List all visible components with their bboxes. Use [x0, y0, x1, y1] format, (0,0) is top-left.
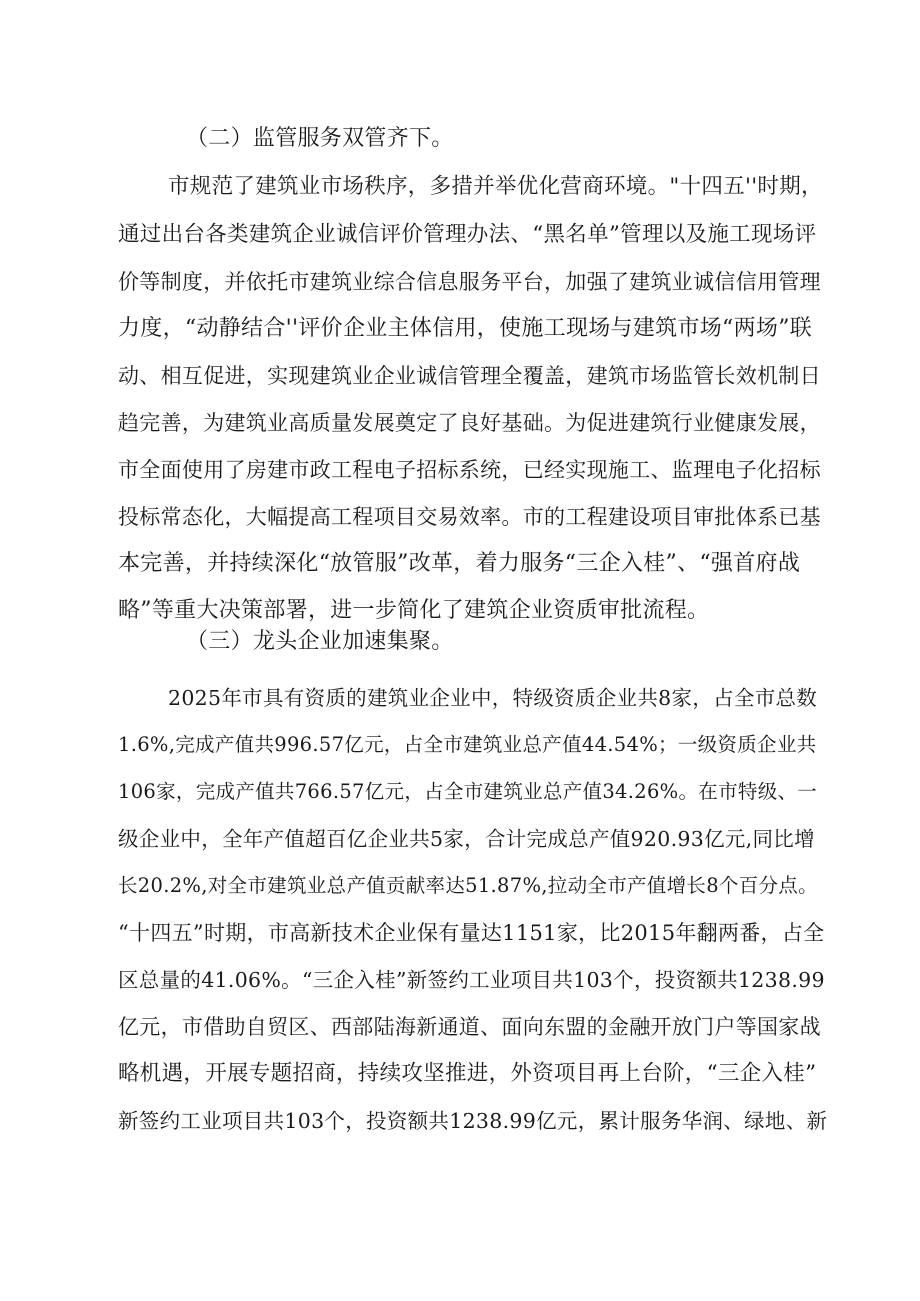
paragraph-line: 动、相互促进，实现建筑业企业诚信管理全覆盖，建筑市场监管长效机制日 [118, 364, 821, 388]
paragraph-line: 亿元，市借助自贸区、西部陆海新通道、面向东盟的金融开放门户等国家战 [118, 1015, 821, 1039]
paragraph-line: 力度，“动静结合''评价企业主体信用，使施工现场与建筑市场“两场”联 [118, 316, 813, 341]
paragraph-line: “十四五”时期，市高新技术企业保有量达1151家，比2015年翻两番，占全 [118, 921, 825, 945]
paragraph-line: 106家，完成产值共766.57亿元，占全市建筑业总产值34.26%。在市特级、一 [118, 780, 818, 803]
paragraph-line: 市规范了建筑业市场秩序，多措并举优化营商环境。"十四五''时期， [168, 174, 823, 199]
section-heading-3: （三）龙头企业加速集聚。 [186, 629, 454, 654]
paragraph-line: 新签约工业项目共103个，投资额共1238.99亿元，累计服务华润、绿地、新 [118, 1109, 828, 1133]
paragraph-line: 2025年市具有资质的建筑业企业中，特级资质企业共8家，占全市总数 [168, 686, 818, 710]
paragraph-line: 趋完善，为建筑业高质量发展奠定了良好基础。为促进建筑行业健康发展， [118, 411, 821, 435]
section-heading-2: （二）监管服务双管齐下。 [186, 126, 454, 151]
paragraph-line: 略机遇，开展专题招商，持续攻坚推进，外资项目再上台阶，“三企入桂” [118, 1061, 817, 1086]
paragraph-line: 价等制度，并依托市建筑业综合信息服务平台，加强了建筑业诚信信用管理 [118, 270, 821, 294]
paragraph-line: 通过出台各类建筑企业诚信评价管理办法、“黑名单”管理以及施工现场评 [118, 222, 817, 247]
paragraph-line: 区总量的41.06%。“三企入桂”新签约工业项目共103个，投资额共1238.99 [118, 968, 825, 992]
paragraph-line: 长20.2%,对全市建筑业总产值贡献率达51.87%,拉动全市产值增长8个百分点。 [118, 874, 818, 897]
paragraph-line: 本完善，并持续深化“放管服”改革，着力服务“三企入桂”、“强首府战 [118, 551, 801, 576]
paragraph-line: 市全面使用了房建市政工程电子招标系统，已经实现施工、监理电子化招标 [118, 458, 821, 482]
paragraph-line: 级企业中，全年产值超百亿企业共5家，合计完成总产值920.93亿元,同比增 [118, 827, 815, 851]
paragraph-line: 投标常态化，大幅提高工程项目交易效率。市的工程建设项目审批体系已基 [118, 505, 821, 529]
paragraph-line: 略”等重大决策部署，进一步简化了建筑企业资质审批流程。 [118, 598, 710, 623]
paragraph-line: 1.6%,完成产值共996.57亿元，占全市建筑业总产值44.54%；一级资质企业共 [118, 733, 817, 756]
